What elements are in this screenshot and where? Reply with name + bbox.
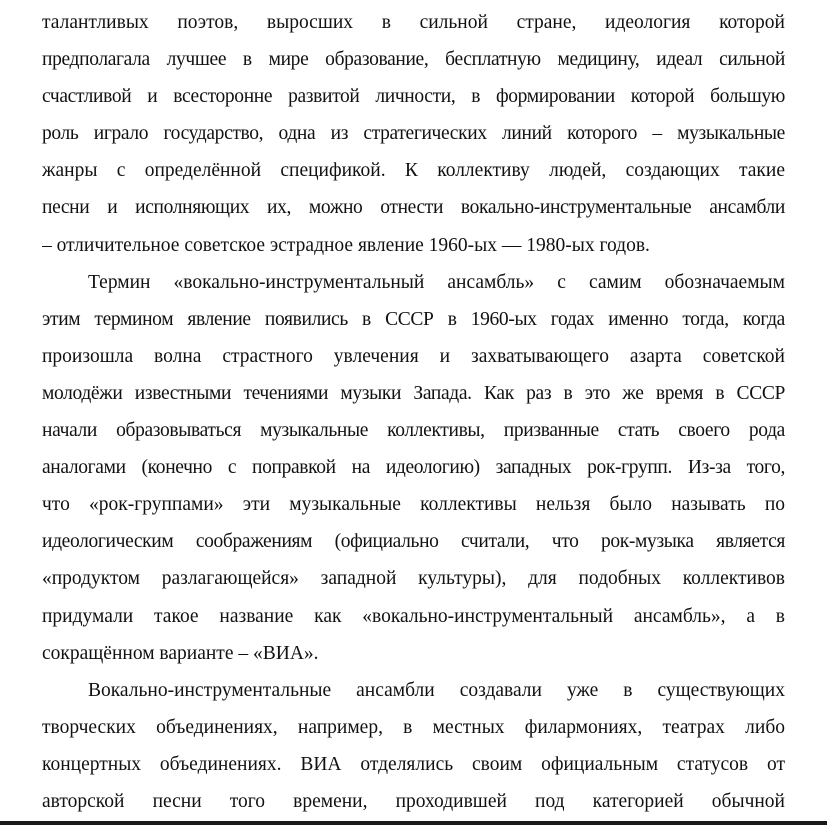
text-line: роль играло государство, одна из стратегических линий которого – музыкальные (42, 123, 785, 145)
page-bottom-edge (0, 821, 827, 825)
text-line: Термин «вокально-инструментальный ансамбль» с самим обозначаемым (88, 271, 785, 293)
text-line: идеологическим соображениям (официально считали, что рок-музыка является (42, 531, 785, 553)
text-line: талантливых поэтов, выросших в сильной стране, идеология которой (42, 12, 785, 33)
text-line: сокращённом варианте – «ВИА». (42, 642, 319, 664)
text-line: жанры с определённой спецификой. К коллективу людей, создающих такие (42, 160, 785, 182)
text-line: песни и исполняющих их, можно отнести вокально-инструментальные ансамбли (42, 197, 785, 219)
paragraph-1 (42, 4, 785, 264)
text-line: предполагала лучшее в мире образование, бесплатную медицину, идеал сильной (42, 49, 785, 71)
text-line: Вокально-инструментальные ансамбли создавали уже в существующих (88, 679, 785, 701)
text-line: творческих объединениях, например, в местных филармониях, театрах либо (42, 716, 785, 738)
text-line: молодёжи известными течениями музыки Запада. Как раз в это же время в СССР (42, 382, 785, 404)
text-line: авторской песни того времени, проходившей под категорией обычной (42, 790, 785, 812)
document-body (42, 4, 785, 820)
text-line: – отличительное советское эстрадное явление 1960-ых — 1980-ых годов. (42, 234, 650, 256)
text-line: придумали такое название как «вокально-инструментальный ансамбль», а в (42, 605, 785, 627)
paragraph-3 (42, 672, 785, 820)
text-line: что «рок-группами» эти музыкальные коллективы нельзя было называть по (42, 494, 785, 516)
text-line: начали образовываться музыкальные коллективы, призванные стать своего рода (42, 420, 785, 442)
text-line: этим термином явление появились в СССР в 1960-ых годах именно тогда, когда (42, 308, 785, 330)
text-line: произошла волна страстного увлечения и захватывающего азарта советской (42, 345, 785, 367)
paragraph-2 (42, 264, 785, 672)
text-line: концертных объединениях. ВИА отделялись своим официальным статусов от (42, 753, 785, 775)
text-line: «продуктом разлагающейся» западной культуры), для подобных коллективов (42, 568, 785, 590)
text-line: аналогами (конечно с поправкой на идеологию) западных рок-групп. Из-за того, (42, 457, 785, 479)
text-line: счастливой и всесторонне развитой личности, в формировании которой большую (42, 86, 785, 108)
